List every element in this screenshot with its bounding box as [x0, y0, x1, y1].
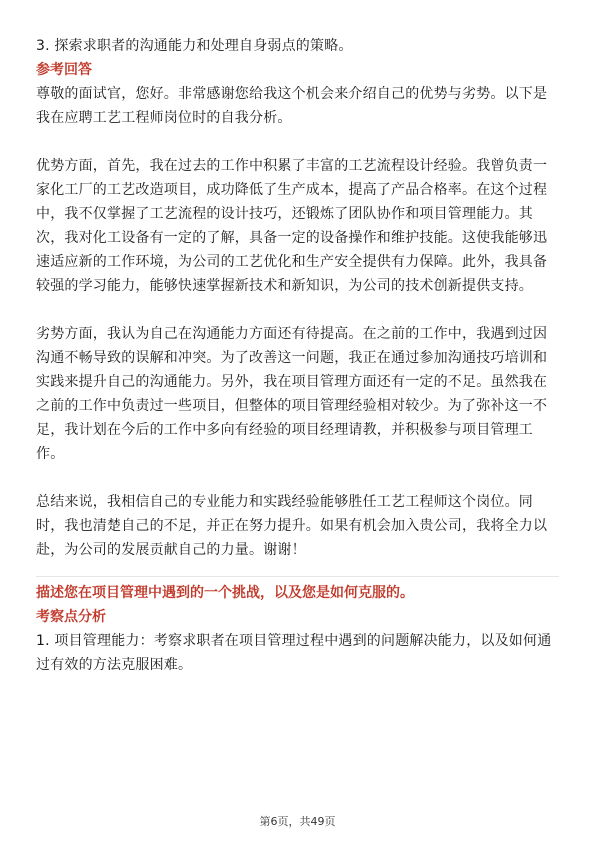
- paragraph-line: 优势方面，首先，我在过去的工作中积累了丰富的工艺流程设计经验。我曾负责一: [36, 158, 548, 174]
- paragraph-line: 赴，为公司的发展贡献自己的力量。谢谢！: [36, 542, 306, 558]
- paragraph-line: 较强的学习能力，能够快速掌握新技术和新知识，为公司的技术创新提供支持。: [36, 278, 533, 294]
- paragraph-spacer: [36, 298, 559, 322]
- paragraph-line: 时，我也清楚自己的不足，并正在努力提升。如果有机会加入贵公司，我将全力以: [36, 518, 548, 534]
- paragraph-line: 沟通不畅导致的误解和冲突。为了改善这一问题，我正在通过参加沟通技巧培训和: [36, 350, 548, 366]
- answer-heading: 参考回答: [36, 62, 92, 78]
- paragraph-spacer: [36, 466, 559, 490]
- paragraph-intro: [36, 82, 559, 130]
- paragraph-weaknesses: [36, 322, 559, 466]
- next-question-block: [36, 576, 559, 677]
- paragraph-line: 劣势方面，我认为自己在沟通能力方面还有待提高。在之前的工作中，我遇到过因: [36, 326, 548, 342]
- paragraph-line: 速适应新的工作环境，为公司的工艺优化和生产安全提供有力保障。此外，我具备: [36, 254, 548, 270]
- paragraph-line: 我在应聘工艺工程师岗位时的自我分析。: [36, 110, 292, 126]
- analysis-line: 1. 项目管理能力：考察求职者在项目管理过程中遇到的问题解决能力，以及如何通: [36, 633, 552, 649]
- paragraph-line: 作。: [36, 446, 65, 462]
- paragraph-strengths: [36, 154, 559, 298]
- intro-point: 3. 探索求职者的沟通能力和处理自身弱点的策略。: [36, 38, 353, 54]
- paragraph-line: 中，我不仅掌握了工艺流程的设计技巧，还锻炼了团队协作和项目管理能力。其: [36, 206, 533, 222]
- paragraph-spacer: [36, 130, 559, 154]
- paragraph-line: 足，我计划在今后的工作中多向有经验的项目经理请教，并积极参与项目管理工: [36, 422, 533, 438]
- paragraph-summary: [36, 490, 559, 562]
- page-footer: 第6页，共49页: [259, 815, 336, 828]
- next-question: 描述您在项目管理中遇到的一个挑战，以及您是如何克服的。: [36, 585, 414, 601]
- paragraph-line: 实践来提升自己的沟通能力。另外，我在项目管理方面还有一定的不足。虽然我在: [36, 374, 548, 390]
- paragraph-line: 之前的工作中负责过一些项目，但整体的项目管理经验相对较少。为了弥补这一不: [36, 398, 548, 414]
- paragraph-line: 家化工厂的工艺改造项目，成功降低了生产成本，提高了产品合格率。在这个过程: [36, 182, 548, 198]
- analysis-line: 过有效的方法克服困难。: [36, 657, 193, 673]
- paragraph-line: 次，我对化工设备有一定的了解，具备一定的设备操作和维护技能。这使我能够迅: [36, 230, 548, 246]
- analysis-heading: 考察点分析: [36, 609, 106, 625]
- paragraph-line: 总结来说，我相信自己的专业能力和实践经验能够胜任工艺工程师这个岗位。同: [36, 494, 533, 510]
- document-body: [36, 34, 559, 677]
- paragraph-line: 尊敬的面试官，您好。非常感谢您给我这个机会来介绍自己的优势与劣势。以下是: [36, 86, 548, 102]
